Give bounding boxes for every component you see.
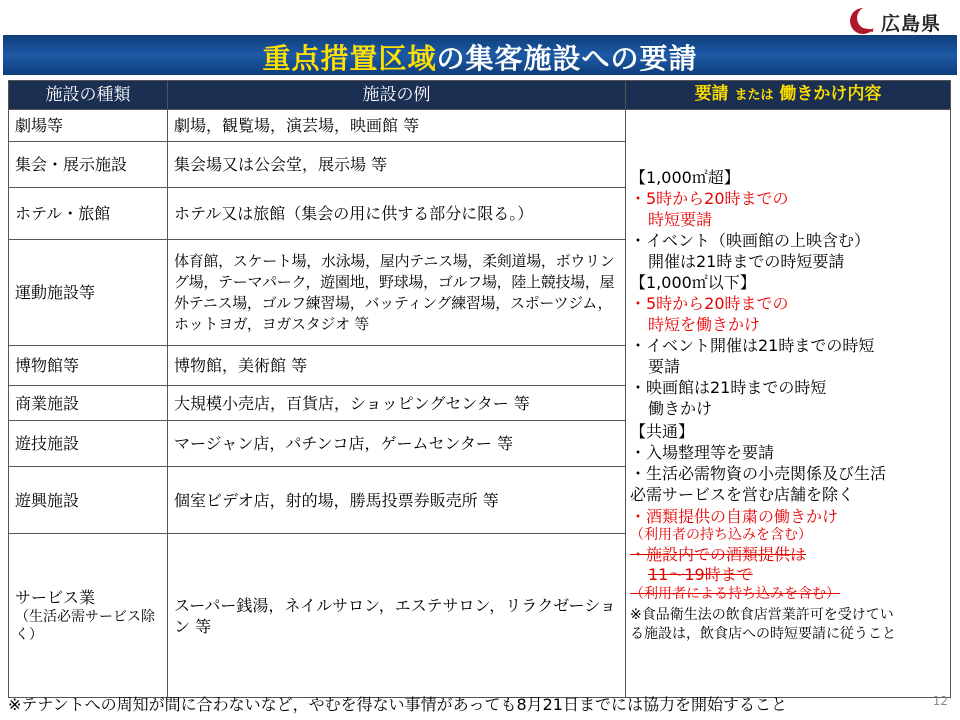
header-request-content <box>626 81 951 110</box>
facility-type: ホテル・旅館 <box>9 188 168 240</box>
facility-type: 商業施設 <box>9 386 168 421</box>
prefecture-logo <box>843 4 955 38</box>
req-note: る施設は，飲食店への時短要請に従うこと <box>630 626 896 642</box>
req-line-struck: ・施設内での酒類提供は <box>630 545 807 564</box>
facility-request-table <box>8 80 951 698</box>
page-number: 12 <box>932 694 948 708</box>
facility-examples: 体育館，スケート場，水泳場，屋内テニス場，柔剣道場，ボウリング場，テーマパーク，遊園地，野球場，ゴルフ場，陸上競技場，屋外テニス場，ゴルフ練習場，バッティング練習場，スポーツジム，ホットヨガ，ヨガスタジオ 等 <box>168 240 626 346</box>
request-content-cell <box>626 110 951 698</box>
req-line: 時短要請 <box>648 210 713 229</box>
title-bar <box>3 35 957 75</box>
req-line: ・生活必需物資の小売関係及び生活 <box>630 464 887 483</box>
header-req-small: または <box>734 88 774 103</box>
facility-examples: 劇場，観覧場，演芸場，映画館 等 <box>168 110 626 142</box>
req-line: 要請 <box>648 357 681 376</box>
header-req-tail: 働きかけ内容 <box>779 84 882 104</box>
header-req-main: 要請 <box>694 84 729 104</box>
facility-type-note: （生活必需サービス除く） <box>15 609 155 643</box>
req-line: 時短を働きかけ <box>648 315 761 334</box>
logo-text: 広島県 <box>881 13 942 35</box>
title-accent: 重点措置区域 <box>262 42 437 75</box>
facility-examples: 個室ビデオ店，射的場，勝馬投票券販売所 等 <box>168 467 626 534</box>
req-line-struck: 11～19時まで <box>648 565 753 584</box>
req-heading-common: 【共通】 <box>630 422 695 441</box>
facility-examples: マージャン店，パチンコ店，ゲームセンター 等 <box>168 421 626 467</box>
req-line: ・イベント（映画館の上映含む） <box>630 231 871 250</box>
req-line: ・入場整理等を要請 <box>630 443 775 462</box>
facility-type: 遊技施設 <box>9 421 168 467</box>
req-line: 開催は21時までの時短要請 <box>648 252 845 271</box>
facility-examples: ホテル又は旅館（集会の用に供する部分に限る。） <box>168 188 626 240</box>
req-line: （利用者の持ち込みを含む） <box>630 527 812 543</box>
hiroshima-emblem-icon <box>843 6 877 36</box>
req-line: ・5時から20時までの <box>630 294 789 313</box>
header-facility-type: 施設の種類 <box>9 81 168 110</box>
facility-examples: スーパー銭湯，ネイルサロン，エステサロン，リラクゼーション 等 <box>168 534 626 698</box>
req-line: ・酒類提供の自粛の働きかけ <box>630 507 839 526</box>
table-header-row <box>9 81 951 110</box>
facility-examples: 博物館，美術館 等 <box>168 346 626 386</box>
facility-type: 劇場等 <box>9 110 168 142</box>
req-heading-small: 【1,000㎡以下】 <box>630 273 756 292</box>
req-line: ・イベント開催は21時までの時短 <box>630 336 875 355</box>
req-heading-large: 【1,000㎡超】 <box>630 168 740 187</box>
facility-type: 運動施設等 <box>9 240 168 346</box>
footnote: ※テナントへの周知が間に合わないなど，やむを得ない事情があっても8月21日までには協力を開始すること <box>8 695 787 714</box>
facility-type-cell <box>9 534 168 698</box>
facility-type: 遊興施設 <box>9 467 168 534</box>
req-line: 必需サービスを営む店舗を除く <box>630 485 855 504</box>
req-line: ・5時から20時までの <box>630 189 789 208</box>
req-line: 働きかけ <box>648 399 713 418</box>
facility-type: サービス業 <box>15 588 96 607</box>
req-line: ・映画館は21時までの時短 <box>630 378 827 397</box>
facility-examples: 集会場又は公会堂，展示場 等 <box>168 142 626 188</box>
facility-type: 集会・展示施設 <box>9 142 168 188</box>
facility-examples: 大規模小売店，百貨店，ショッピングセンター 等 <box>168 386 626 421</box>
title-rest: の集客施設への要請 <box>436 42 698 75</box>
table-row <box>9 110 951 142</box>
facility-type: 博物館等 <box>9 346 168 386</box>
header-facility-examples: 施設の例 <box>168 81 626 110</box>
req-note: ※食品衛生法の飲食店営業許可を受けてい <box>630 607 894 623</box>
req-line-struck: （利用者による持ち込みを含む） <box>630 586 840 602</box>
page-title <box>3 37 957 77</box>
